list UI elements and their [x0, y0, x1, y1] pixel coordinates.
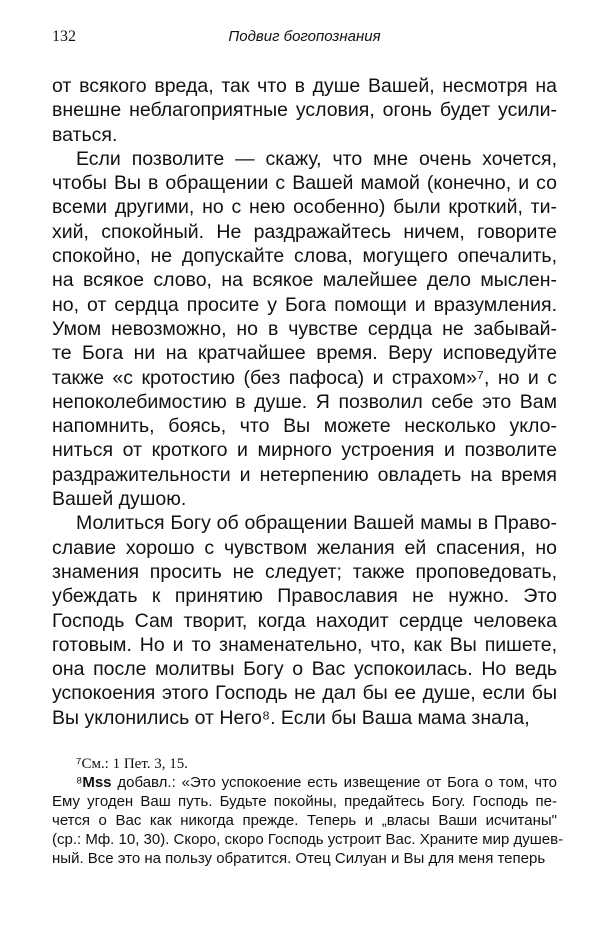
footnote-marker: ⁷ — [76, 755, 82, 772]
text-line: на всякое слово, на всякое малейшее дело мыслен- — [52, 269, 557, 292]
text-line: хий, спокойный. Не раздражайтесь ничем, говорите — [52, 220, 557, 243]
text-line: спокойно, не допускайте слова, могущего опечалить, — [52, 245, 557, 268]
page-header — [52, 28, 557, 50]
text-line: славие хорошо с чувством желания ей спасения, но — [52, 536, 557, 559]
footnote-marker: ⁸ — [76, 774, 83, 791]
text-line: ниться от кроткого и мирного устроения и позволите — [52, 439, 557, 462]
text-line: также «с кротостию (без пафоса) и страхом»⁷, но и с — [52, 366, 557, 389]
text-line: убеждать к принятию Православия не нужно. Это — [52, 585, 557, 608]
paragraph — [52, 74, 557, 147]
text-line: Вы уклонились от Него⁸. Если бы Ваша мама знала, — [52, 706, 530, 729]
footnote — [52, 773, 564, 868]
text-line: она после молитвы Богу о Вас успокоилась. Но ведь — [52, 658, 557, 681]
page-number: 132 — [52, 28, 76, 45]
text-line: от всякого вреда, так что в душе Вашей, несмотря на — [52, 75, 557, 97]
text-line: Вашей душою. — [52, 488, 187, 511]
text-line: непоколебимостию в душе. Я позволил себе это Вам — [52, 390, 557, 413]
text-line: Господь Сам творит, когда находит сердце человека — [52, 609, 557, 632]
footnote-text: добавл.: «Это успокоение есть извещение от Бога о том, что — [117, 774, 558, 791]
text-line: знамения просить не следует; также проповедовать, — [52, 560, 557, 583]
footnote-line: Ему угоден Ваш путь. Будьте покойны, предайтесь Богу. Господь пе- — [52, 793, 557, 810]
text-line: чтобы Вы в обращении с Вашей мамой (конечно, и со — [52, 172, 557, 195]
text-line: те Бога ни на кратчайшее время. Веру исповедуйте — [52, 342, 557, 365]
footnote-line: чется о Вас как никогда прежде. Теперь и „власы Ваши исчитаны" — [52, 812, 557, 829]
text-line: Молиться Богу об обращении Вашей мамы в Право- — [76, 512, 557, 535]
text-line: Если позволите — скажу, что мне очень хочется, — [76, 147, 557, 170]
text-line: ваться. — [52, 123, 118, 146]
footnote — [52, 754, 557, 773]
paragraph — [52, 147, 557, 511]
text-line: готовым. Но и то знаменательно, что, как Вы пишете, — [52, 633, 557, 656]
footnotes — [52, 754, 564, 868]
footnote-line — [52, 773, 557, 792]
footnote-text: См.: 1 Пет. 3, 15. — [81, 756, 189, 772]
text-line: успокоения этого Господь не дал бы ее душе, если бы — [52, 682, 557, 705]
main-text — [52, 74, 557, 730]
footnote-line — [52, 754, 557, 773]
footnote-line: ный. Все это на пользу обратится. Отец Силуан и Вы для меня теперь — [52, 850, 546, 867]
paragraph — [52, 511, 557, 730]
text-line: раздражительности и нетерпению овладеть на время — [52, 463, 557, 486]
text-line: но, от сердца просите у Бога помощи и вразумления. — [52, 293, 557, 316]
running-title: Подвиг богопознания — [228, 28, 381, 45]
text-line: Умом невозможно, но в чувстве сердца не забывай- — [52, 317, 557, 340]
text-line: всеми другими, но с нею особенно) были кроткий, ти- — [52, 196, 557, 219]
text-line: внешне неблагоприятные условия, огонь будет усили- — [52, 99, 557, 122]
footnote-line: (ср.: Мф. 10, 30). Скоро, скоро Господь устроит Вас. Храните мир душев- — [52, 831, 564, 848]
manuscript-label: Mss — [82, 774, 112, 791]
text-line: напомнить, боясь, что Вы можете несколько укло- — [52, 415, 557, 438]
